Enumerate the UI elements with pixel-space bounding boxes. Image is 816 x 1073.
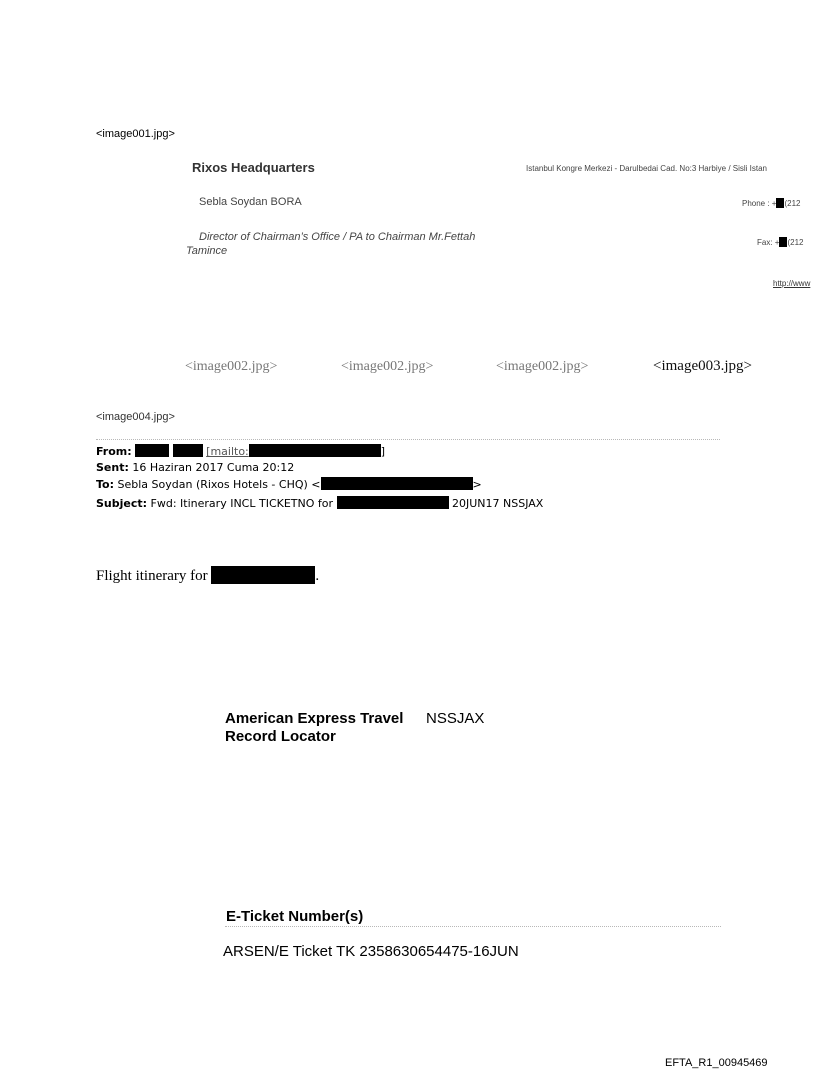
to-label: To: — [96, 478, 114, 491]
sent-label: Sent: — [96, 461, 129, 474]
email-subject-line — [96, 496, 543, 510]
record-locator-value: NSSJAX — [426, 710, 485, 727]
eticket-number: ARSEN/E Ticket TK 2358630654475-16JUN — [223, 943, 519, 960]
to-close: > — [472, 478, 482, 491]
fax-number — [757, 237, 803, 247]
subject-label: Subject: — [96, 497, 148, 510]
image-placeholder-4: <image004.jpg> — [96, 411, 175, 423]
divider — [225, 926, 721, 927]
sent-value: 16 Haziran 2017 Cuma 20:12 — [132, 461, 295, 474]
email-sent-line — [96, 461, 294, 474]
redaction-box — [249, 444, 381, 457]
image-placeholder-1: <image001.jpg> — [96, 128, 175, 140]
intro-end: . — [315, 568, 320, 584]
subject-suffix: 20JUN17 NSSJAX — [452, 497, 544, 510]
from-label: From: — [96, 445, 132, 458]
phone-number — [742, 198, 801, 208]
record-locator-label: Record Locator — [225, 728, 336, 745]
phone-label: Phone : + — [742, 199, 777, 208]
image-placeholder-2: <image002.jpg> — [496, 359, 589, 374]
sender-name: Sebla Soydan BORA — [199, 196, 302, 208]
sender-title-line1: Director of Chairman’s Office / PA to Chairman Mr.Fettah — [199, 231, 476, 243]
redaction-box — [211, 566, 315, 584]
redaction-box — [135, 444, 169, 457]
document-id: EFTA_R1_00945469 — [665, 1057, 768, 1069]
redaction-box — [173, 444, 203, 457]
fax-label: Fax: + — [757, 238, 780, 247]
intro-text: Flight itinerary for — [96, 568, 208, 584]
subject-value: Fwd: Itinerary INCL TICKETNO for — [150, 497, 334, 510]
eticket-heading: E-Ticket Number(s) — [226, 908, 364, 925]
email-to-line — [96, 477, 482, 491]
body-intro — [96, 566, 319, 585]
to-value: Sebla Soydan (Rixos Hotels - CHQ) < — [117, 478, 321, 491]
image-placeholder-2: <image002.jpg> — [185, 359, 278, 374]
email-from-line — [96, 444, 385, 458]
image-placeholder-3: <image003.jpg> — [653, 358, 752, 374]
agency-name: American Express Travel — [225, 710, 404, 727]
phone-suffix: (212 — [784, 199, 801, 208]
mailto-link[interactable]: [mailto: — [206, 445, 249, 458]
redaction-box — [321, 477, 473, 490]
fax-suffix: (212 — [787, 238, 804, 247]
image-placeholder-2: <image002.jpg> — [341, 359, 434, 374]
company-name: Rixos Headquarters — [192, 160, 315, 175]
divider — [96, 439, 720, 440]
company-address: Istanbul Kongre Merkezi - Darulbedai Cad. No:3 Harbiye / Sisli Istan — [526, 164, 767, 173]
website-link[interactable]: http://www — [773, 279, 811, 288]
redaction-box — [337, 496, 449, 509]
sender-title-line2: Tamince — [186, 245, 228, 257]
mailto-close: ] — [380, 445, 386, 458]
